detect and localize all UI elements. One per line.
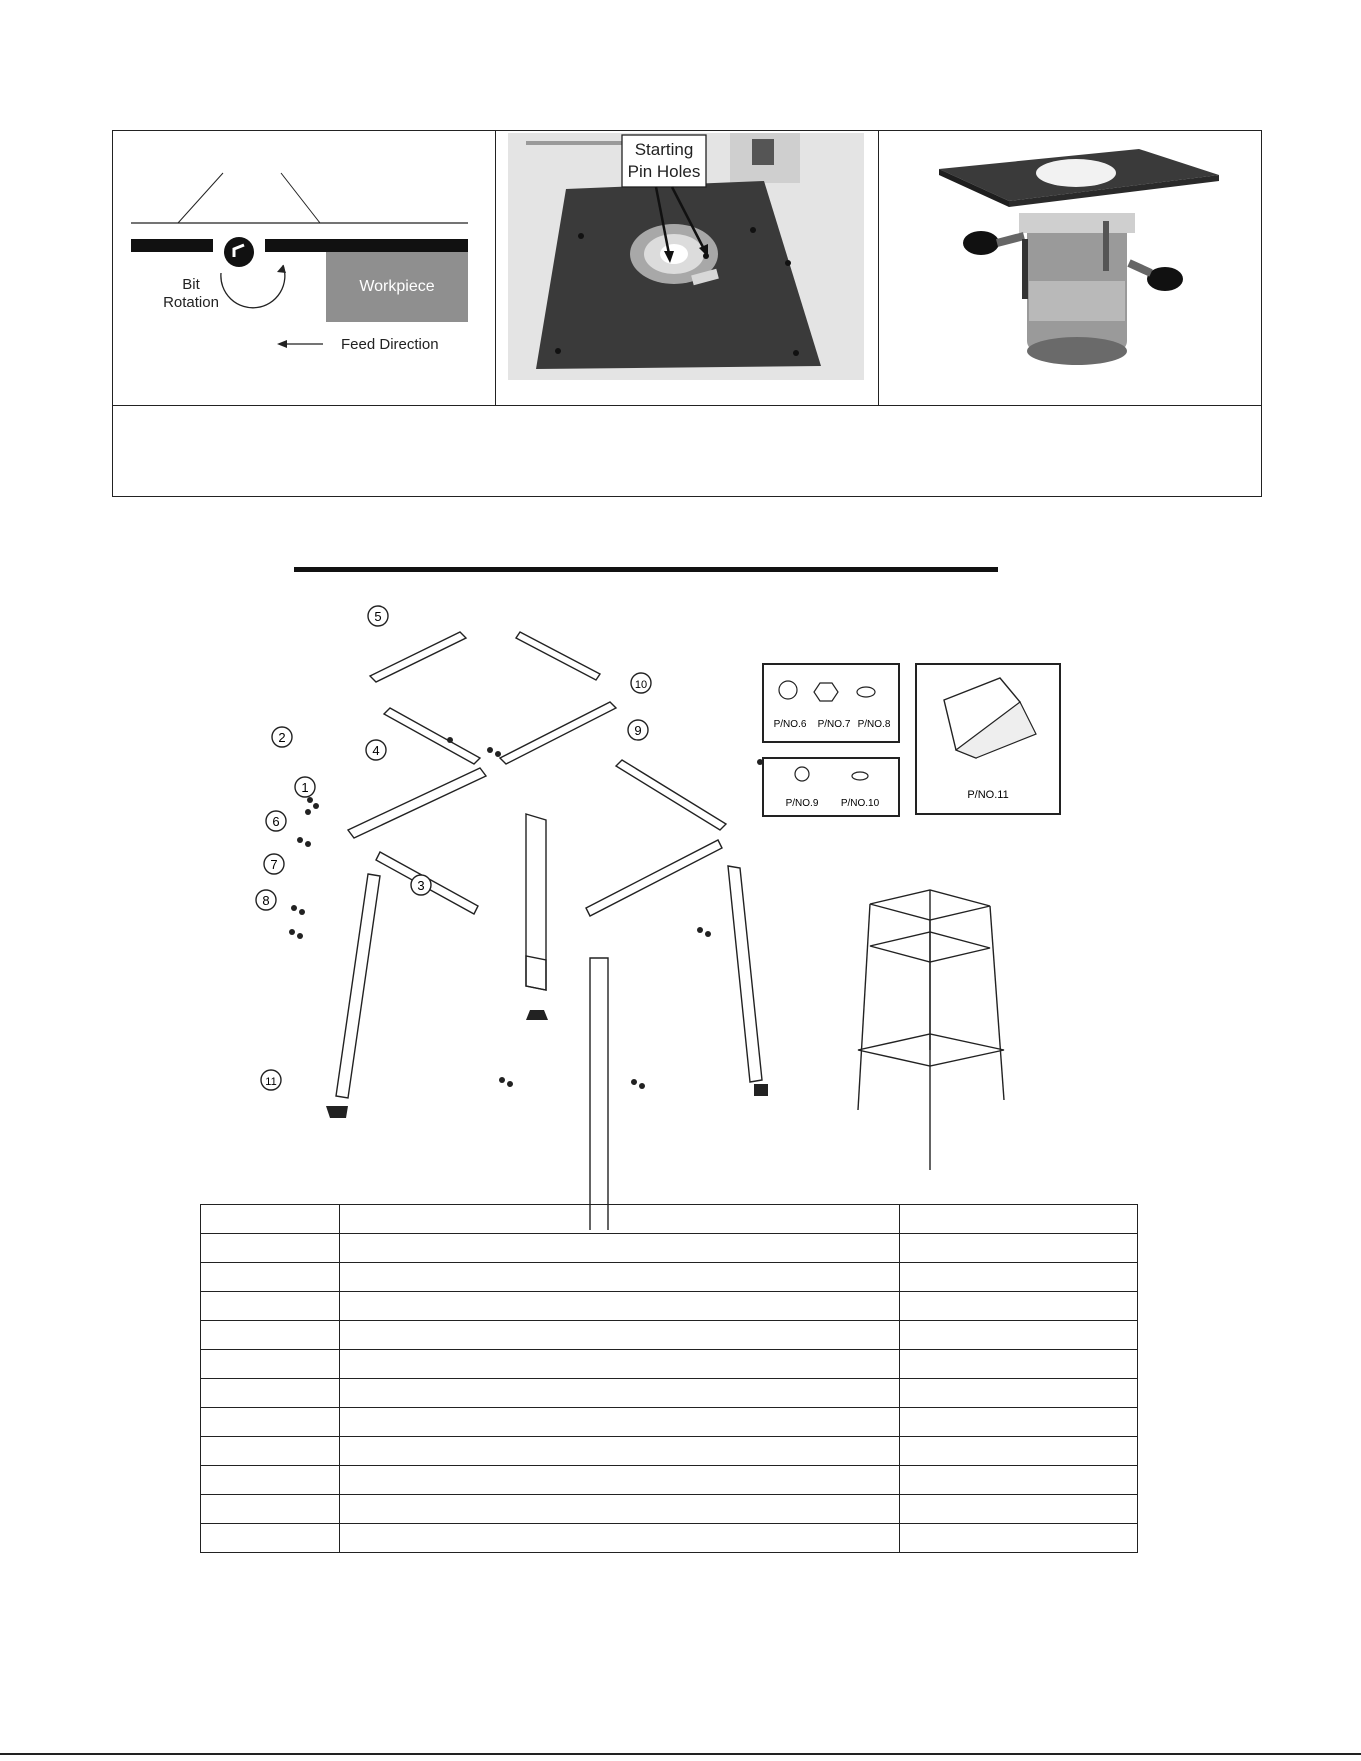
left-handle xyxy=(963,231,999,255)
page-bottom-rule xyxy=(0,1753,1361,1755)
hardware-label-10: P/NO.10 xyxy=(840,798,880,809)
table-cell xyxy=(201,1205,340,1234)
table-row xyxy=(201,1379,1138,1408)
bit-rotation-diagram xyxy=(113,131,495,405)
workpiece-label: Workpiece xyxy=(359,278,435,295)
table-cell xyxy=(899,1263,1138,1292)
callout-markers xyxy=(256,606,651,1090)
feed-direction-label: Feed Direction xyxy=(341,336,439,353)
table-row xyxy=(201,1321,1138,1350)
callout-label-line1: Starting xyxy=(634,140,694,159)
router-plate-photo xyxy=(496,131,878,405)
caption-divider xyxy=(113,405,1261,406)
callout-6-label: 6 xyxy=(272,814,280,829)
table-cell xyxy=(899,1379,1138,1408)
table-cell xyxy=(899,1524,1138,1553)
bit-rotation-label-line1: Bit xyxy=(182,276,200,293)
table-row xyxy=(201,1234,1138,1263)
table-cell xyxy=(339,1350,899,1379)
callout-3-label: 3 xyxy=(417,878,425,893)
foot-label: P/NO.11 xyxy=(967,789,1009,801)
table-cell xyxy=(339,1408,899,1437)
table-cell xyxy=(201,1379,340,1408)
callout-5-label: 5 xyxy=(374,609,382,624)
table-cell xyxy=(201,1234,340,1263)
table-cell xyxy=(201,1321,340,1350)
hardware-label-8: P/NO.8 xyxy=(857,719,891,730)
table-cell xyxy=(339,1234,899,1263)
table-cell xyxy=(339,1379,899,1408)
table-cell xyxy=(201,1466,340,1495)
hardware-box-1 xyxy=(763,664,899,742)
bolt-icon xyxy=(795,767,809,781)
table-cell xyxy=(201,1263,340,1292)
hardware-label-7: P/NO.7 xyxy=(817,719,851,730)
hardware-label-9: P/NO.9 xyxy=(785,798,819,809)
callout-2-label: 2 xyxy=(278,730,286,745)
table-cell xyxy=(899,1466,1138,1495)
table-row xyxy=(201,1495,1138,1524)
table-cell xyxy=(339,1437,899,1466)
table-cell xyxy=(339,1466,899,1495)
table-row xyxy=(201,1350,1138,1379)
table-cell xyxy=(339,1495,899,1524)
table-row xyxy=(201,1524,1138,1553)
table-row xyxy=(201,1408,1138,1437)
small-washer-icon xyxy=(852,772,868,780)
callout-11-label: 11 xyxy=(265,1076,277,1088)
callout-1-label: 1 xyxy=(301,780,309,795)
table-cell xyxy=(339,1292,899,1321)
table-cell xyxy=(339,1321,899,1350)
table-cell xyxy=(339,1524,899,1553)
table-row xyxy=(201,1263,1138,1292)
carriage-bolt-icon xyxy=(779,681,797,699)
stand-exploded-diagram xyxy=(230,590,1130,1230)
foot-box xyxy=(916,664,1060,814)
hex-nut-icon xyxy=(814,683,838,701)
parts-table xyxy=(200,1204,1138,1553)
table-cell xyxy=(339,1263,899,1292)
washer-icon xyxy=(857,687,875,697)
table-cell xyxy=(201,1292,340,1321)
table-row xyxy=(201,1205,1138,1234)
table-cell xyxy=(899,1408,1138,1437)
table-cell xyxy=(899,1292,1138,1321)
figure-box xyxy=(112,130,1262,497)
hardware-label-6: P/NO.6 xyxy=(773,719,807,730)
table-row xyxy=(201,1437,1138,1466)
table-cell xyxy=(899,1321,1138,1350)
table-row xyxy=(201,1466,1138,1495)
section-heading-rule xyxy=(294,567,998,572)
table-cell xyxy=(899,1437,1138,1466)
table-cell xyxy=(899,1350,1138,1379)
table-cell xyxy=(201,1524,340,1553)
table-cell xyxy=(201,1408,340,1437)
bit-rotation-label-line2: Rotation xyxy=(163,294,219,311)
table-cell xyxy=(899,1495,1138,1524)
table-row xyxy=(201,1292,1138,1321)
table-cell xyxy=(339,1205,899,1234)
callout-9-label: 9 xyxy=(634,723,642,738)
right-handle xyxy=(1147,267,1183,291)
callout-10-label: 10 xyxy=(634,679,648,691)
callout-4-label: 4 xyxy=(372,743,380,758)
table-cell xyxy=(201,1437,340,1466)
table-cell xyxy=(201,1495,340,1524)
table-cell xyxy=(899,1205,1138,1234)
callout-label-line2: Pin Holes xyxy=(627,162,701,181)
callout-8-label: 8 xyxy=(262,893,270,908)
router-with-plate-photo xyxy=(879,131,1262,405)
hardware-box-2 xyxy=(763,758,899,816)
table-cell xyxy=(201,1350,340,1379)
table-cell xyxy=(899,1234,1138,1263)
callout-7-label: 7 xyxy=(270,857,278,872)
